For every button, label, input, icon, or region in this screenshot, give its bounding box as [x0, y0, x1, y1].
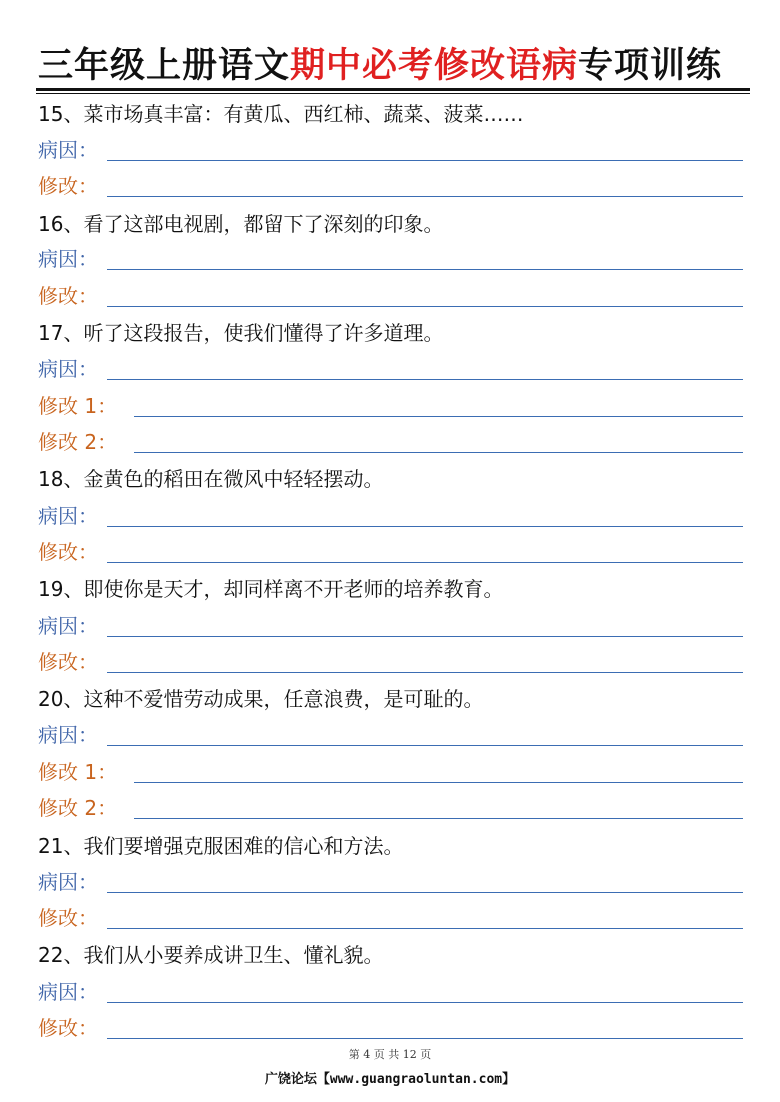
question-19: 19、即使你是天才，却同样离不开老师的培养教育。: [38, 577, 504, 601]
question-21: 21、我们要增强克服困难的信心和方法。: [38, 834, 404, 858]
cause-label: 病因：: [38, 504, 98, 528]
fix-label: 修改：: [38, 1016, 98, 1040]
answer-line[interactable]: [134, 452, 743, 453]
cause-label: 病因：: [38, 870, 98, 894]
page-indicator: 第 4 页 共 12 页: [348, 1048, 432, 1061]
fix-2-label: 修改 2：: [38, 430, 118, 454]
cause-label: 病因：: [38, 357, 98, 381]
answer-line[interactable]: [107, 672, 743, 673]
answer-line[interactable]: [107, 745, 743, 746]
answer-line[interactable]: [107, 160, 743, 161]
answer-line[interactable]: [107, 1038, 743, 1039]
answer-line[interactable]: [134, 782, 743, 783]
fix-1-label: 修改 1：: [38, 760, 118, 784]
title-divider-thin: [36, 93, 750, 94]
fix-label: 修改：: [38, 906, 98, 930]
title-part-topic: 期中必考修改语病: [290, 46, 579, 86]
answer-line[interactable]: [107, 562, 743, 563]
question-17: 17、听了这段报告，使我们懂得了许多道理。: [38, 321, 444, 345]
answer-line[interactable]: [107, 379, 743, 380]
fix-2-label: 修改 2：: [38, 796, 118, 820]
answer-line[interactable]: [107, 196, 743, 197]
fix-label: 修改：: [38, 284, 98, 308]
source-footer: [0, 1068, 780, 1087]
answer-line[interactable]: [107, 269, 743, 270]
question-18: 18、金黄色的稻田在微风中轻轻摆动。: [38, 467, 384, 491]
question-20: 20、这种不爱惜劳动成果，任意浪费，是可耻的。: [38, 687, 484, 711]
fix-label: 修改：: [38, 650, 98, 674]
cause-label: 病因：: [38, 138, 98, 162]
answer-line[interactable]: [107, 1002, 743, 1003]
cause-label: 病因：: [38, 614, 98, 638]
title-part-training: 专项训练: [578, 46, 723, 86]
footer-site-name: 广饶论坛【: [264, 1072, 330, 1087]
question-22: 22、我们从小要养成讲卫生、懂礼貌。: [38, 943, 384, 967]
answer-line[interactable]: [134, 818, 743, 819]
footer-bracket: 】: [502, 1072, 516, 1087]
fix-label: 修改：: [38, 174, 98, 198]
fix-label: 修改：: [38, 540, 98, 564]
answer-line[interactable]: [107, 928, 743, 929]
title-part-grade: 三年级上册语文: [38, 46, 291, 86]
question-15: 15、菜市场真丰富：有黄瓜、西红柿、蔬菜、菠菜……: [38, 102, 524, 126]
title-divider-thick: [36, 88, 750, 91]
cause-label: 病因：: [38, 723, 98, 747]
worksheet-title: [38, 40, 750, 92]
cause-label: 病因：: [38, 980, 98, 1004]
answer-line[interactable]: [134, 416, 743, 417]
question-16: 16、看了这部电视剧，都留下了深刻的印象。: [38, 212, 444, 236]
answer-line[interactable]: [107, 892, 743, 893]
answer-line[interactable]: [107, 306, 743, 307]
fix-1-label: 修改 1：: [38, 394, 118, 418]
answer-line[interactable]: [107, 636, 743, 637]
answer-line[interactable]: [107, 526, 743, 527]
footer-url: www.guangraoluntan.com: [329, 1072, 503, 1087]
cause-label: 病因：: [38, 247, 98, 271]
